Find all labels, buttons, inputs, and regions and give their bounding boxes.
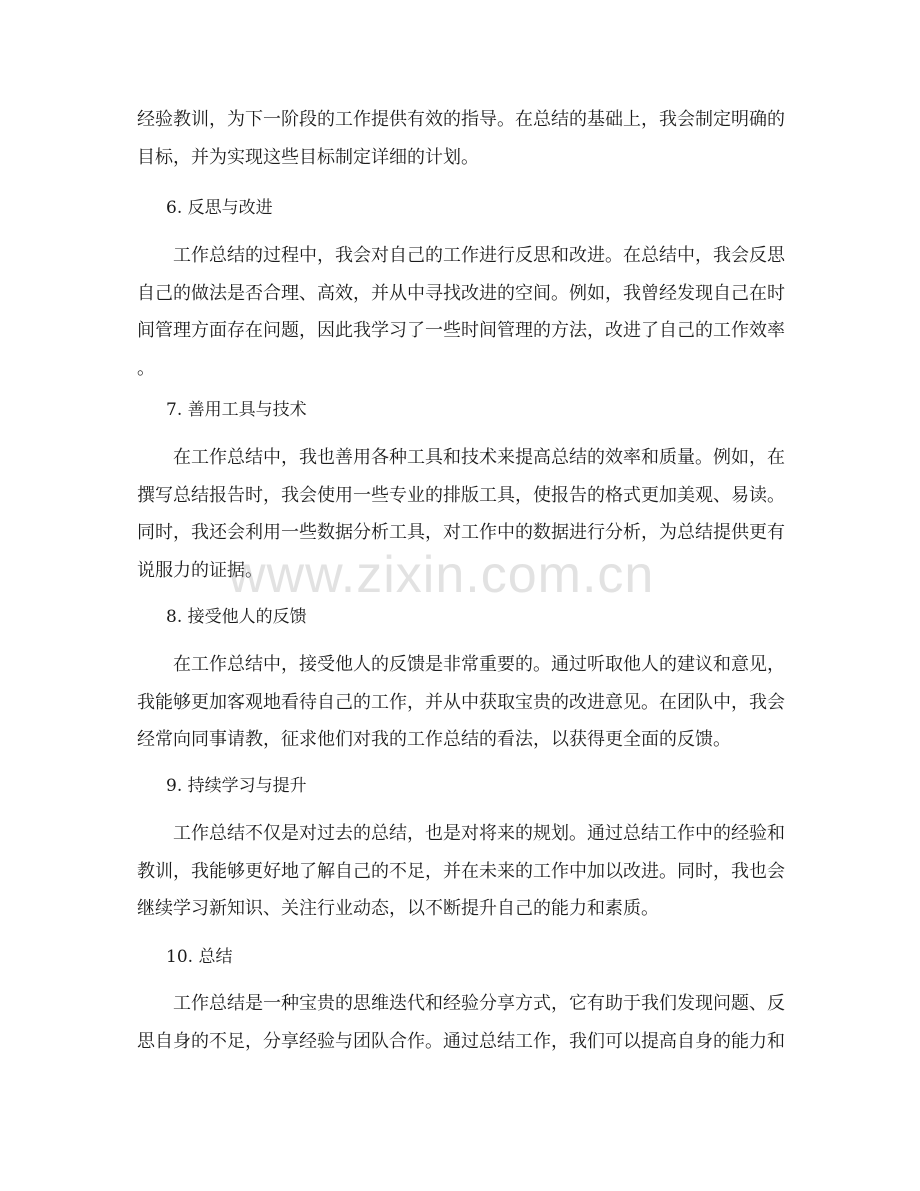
watermark-text: www.zixin.com.cn (228, 546, 655, 604)
paragraph-line: 继续学习新知识、关注行业动态，以不断提升自己的能力和素质。 (137, 898, 659, 919)
section-paragraph-10 (137, 985, 789, 1060)
paragraph-line: 目标，并为实现这些目标制定详细的计划。 (137, 146, 479, 168)
section-heading-7: 7. 善用工具与技术 (166, 400, 307, 420)
paragraph-line: 间管理方面存在问题，因此我学习了一些时间管理的方法，改进了自己的工作效率 (137, 320, 785, 341)
paragraph-line: 。 (137, 357, 155, 379)
paragraph-line: 自己的做法是否合理、高效，并从中寻找改进的空间。例如，我曾经发现自己在时 (137, 282, 785, 304)
paragraph-line: 工作总结是一种宝贵的思维迭代和经验分享方式，它有助于我们发现问题、反 (137, 993, 785, 1014)
paragraph-line: 说服力的证据。 (137, 559, 263, 581)
paragraph-line: 教训，我能够更好地了解自己的不足，并在未来的工作中加以改进。同时，我也会 (137, 860, 785, 882)
section-heading-8: 8. 接受他人的反馈 (166, 607, 307, 627)
section-heading-10: 10. 总结 (166, 947, 233, 967)
paragraph-line: 我能够更加客观地看待自己的工作，并从中获取宝贵的改进意见。在团队中，我会 (137, 691, 785, 713)
paragraph-line: 撰写总结报告时，我会使用一些专业的排版工具，使报告的格式更加美观、易读。 (137, 484, 785, 506)
section-heading-6: 6. 反思与改进 (166, 198, 273, 218)
paragraph-line: 思自身的不足，分享经验与团队合作。通过总结工作，我们可以提高自身的能力和 (137, 1030, 785, 1052)
intro-paragraph (137, 101, 789, 176)
section-paragraph-6 (137, 237, 789, 387)
paragraph-line: 在工作总结中，我也善用各种工具和技术来提高总结的效率和质量。例如，在 (137, 447, 785, 468)
paragraph-line: 经常向同事请教，征求他们对我的工作总结的看法，以获得更全面的反馈。 (137, 729, 731, 750)
section-paragraph-7 (137, 439, 789, 589)
paragraph-line: 工作总结不仅是对过去的总结，也是对将来的规划。通过总结工作中的经验和 (137, 823, 785, 844)
section-heading-9: 9. 持续学习与提升 (166, 776, 307, 796)
section-paragraph-9 (137, 815, 789, 928)
paragraph-line: 同时，我还会利用一些数据分析工具，对工作中的数据进行分析，为总结提供更有 (137, 522, 785, 543)
paragraph-line: 经验教训，为下一阶段的工作提供有效的指导。在总结的基础上，我会制定明确的 (137, 109, 785, 130)
paragraph-line: 工作总结的过程中，我会对自己的工作进行反思和改进。在总结中，我会反思 (137, 245, 785, 266)
paragraph-line: 在工作总结中，接受他人的反馈是非常重要的。通过听取他人的建议和意见， (137, 654, 785, 675)
section-paragraph-8 (137, 646, 789, 759)
